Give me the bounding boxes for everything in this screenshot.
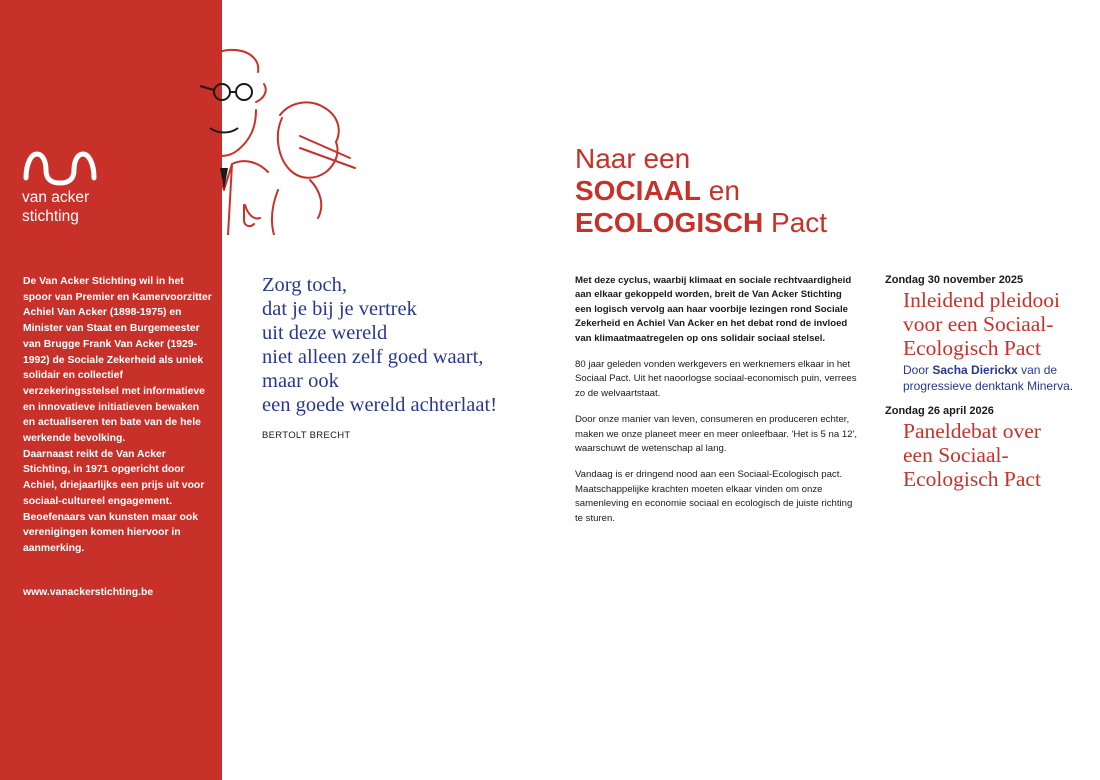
logo-line2: stichting: [22, 208, 79, 225]
logo-line1: van acker: [22, 189, 90, 206]
speaker-name: Sacha Dierickx: [932, 363, 1018, 377]
speaker-prefix: Door: [903, 363, 933, 377]
quote-line: een goede wereld achterlaat!: [262, 394, 498, 416]
lead-part-a: Met deze cyclus, waarbij klimaat en sociale rechtvaardigheid aan elkaar gekoppeld worden, breit de Van Acker Stichting een logisch vervolg aan haar voorbije lezingen rond: [575, 275, 852, 315]
event-date: Zondag 26 april 2026: [885, 405, 994, 417]
event-item: [885, 404, 1095, 491]
quote-line: dat je bij je vertrek: [262, 298, 417, 320]
event-title-line: voor een Sociaal-: [903, 312, 1054, 336]
event-title-line: Inleidend pleidooi: [903, 288, 1061, 312]
title-word-en: en: [708, 175, 740, 206]
speaker-suffix: van de progressieve denktank Minerva.: [903, 363, 1074, 393]
event-item: [885, 273, 1095, 394]
website-link[interactable]: www.vanackerstichting.be: [23, 587, 154, 598]
quote-line: Zorg toch,: [262, 274, 348, 296]
page-title: [575, 143, 827, 239]
event-date: Zondag 30 november 2025: [885, 274, 1024, 286]
brecht-quote: [262, 273, 562, 417]
portrait-illustration: [150, 40, 360, 235]
quote-author: BERTOLT BRECHT: [262, 430, 351, 441]
title-line-1: Naar een: [575, 143, 691, 174]
quote-line: maar ook: [262, 370, 339, 392]
title-line-2: [575, 175, 827, 207]
event-title-line: Ecologisch Pact: [903, 336, 1041, 360]
intro-lead: [575, 274, 860, 346]
event-title: [885, 288, 1095, 360]
event-title-line: een Sociaal-: [903, 443, 1009, 467]
intro-paragraph-2: 80 jaar geleden vonden werkgevers en werknemers elkaar in het Sociaal Pact. Uit het naoorlogse sociaal-economisch puin, verrees zo de welvaartstaat.: [575, 359, 857, 399]
quote-line: niet alleen zelf goed waart,: [262, 346, 484, 368]
event-title-line: Ecologisch Pact: [903, 467, 1041, 491]
logo: [22, 150, 112, 226]
title-line-3: [575, 207, 827, 239]
intro-paragraph-3: Door onze manier van leven, consumeren en produceren echter, maken we onze planeet meer en meer onleefbaar. 'Het is 5 na 12', waarschuwt de wetenschap al lang.: [575, 414, 858, 455]
event-title-line: Paneldebat over: [903, 419, 1041, 443]
logo-text: [22, 188, 112, 226]
quote-line: uit deze wereld: [262, 322, 388, 344]
lead-part-b: Sociale Zekerheid en Achiel Van Acker: [575, 303, 848, 330]
event-list: [885, 273, 1095, 491]
title-word-pact: Pact: [771, 207, 828, 238]
sidebar-intro: [23, 274, 213, 557]
intro-text: [575, 274, 860, 538]
lead-part-d: de invloed van klimaatmaatregelen op ons solidair sociaal stelsel.: [575, 318, 848, 344]
logo-mark-icon: [22, 150, 98, 186]
title-word-ecologisch: ECOLOGISCH: [575, 207, 764, 238]
title-word-sociaal: SOCIAAL: [575, 175, 701, 206]
lead-part-c: en het debat rond: [714, 318, 800, 330]
intro-paragraph-4: Vandaag is er dringend nood aan een Sociaal-Ecologisch pact. Maatschappelijke krachten moeten elkaar vinden om onze samenleving en economie sociaal en ecologisch de juiste richting te sturen.: [575, 469, 853, 524]
event-title: [885, 419, 1095, 491]
sidebar-paragraph-2: Daarnaast reikt de Van Acker Stichting, in 1971 opgericht door Achiel, driejaarlijks een prijs uit voor sociaal-cultureel engagement. Beoefenaars van kunsten maar ook verenigingen komen hiervoor in aanmerking.: [23, 448, 205, 554]
sidebar-paragraph-1: De Van Acker Stichting wil in het spoor van Premier en Kamervoorzitter Achiel Van Acker (1898-1975) en Minister van Staat en Burgemeester van Brugge Frank Van Acker (1929-1992) de Sociale Zekerheid als uniek solidair en collectief verzekeringsstelsel met informatieve en innovatieve initiatieven bewaken en actualiseren ten bate van de hele werkende bevolking.: [23, 276, 212, 445]
event-speaker: [885, 362, 1095, 394]
